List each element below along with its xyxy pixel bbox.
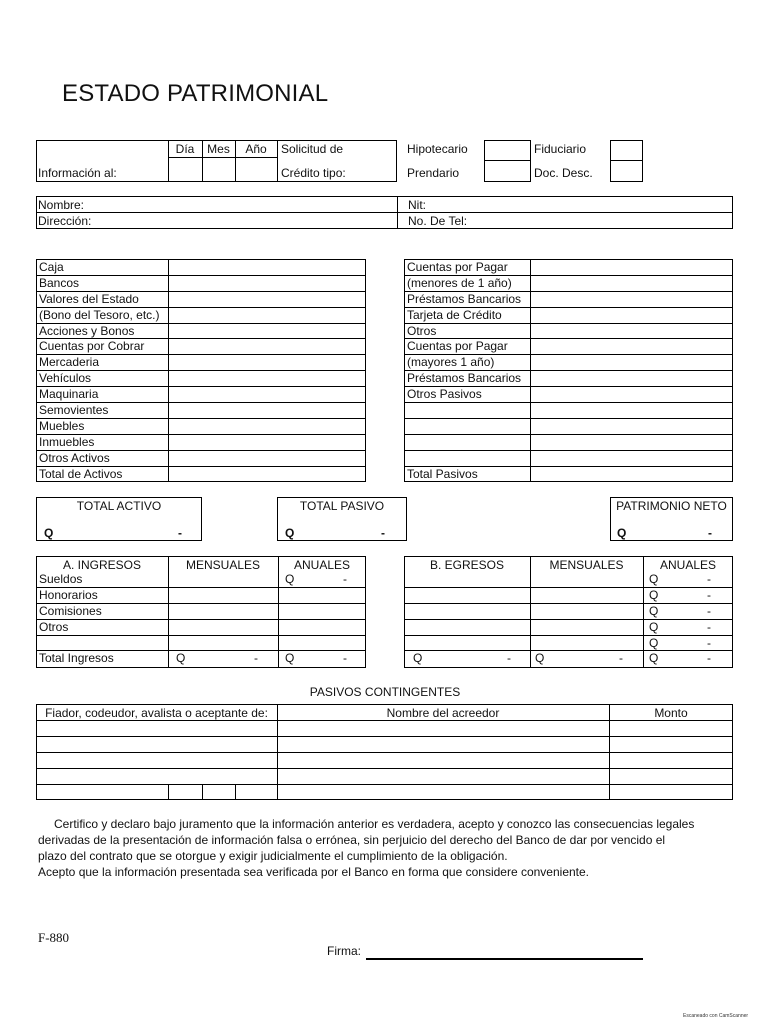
expense-yearly-dash: - — [707, 635, 711, 650]
expense-yearly-header: ANUALES — [659, 558, 717, 572]
asset-row — [37, 292, 365, 308]
income-yearly-total-currency[interactable]: Q — [285, 651, 295, 666]
certification-line-2: derivadas de la presentación de información falsa o errónea, sin perjuicio del derecho del Banco de dar por vencido el — [38, 833, 666, 847]
asset-row — [37, 387, 365, 403]
asset-row-label: Mercaderia — [39, 355, 100, 370]
expense-total-currency[interactable]: Q — [413, 651, 423, 666]
expense-list — [405, 572, 732, 667]
page-title: ESTADO PATRIMONIAL — [62, 80, 329, 107]
asset-row-label: (Bono del Tesoro, etc.) — [39, 307, 160, 322]
asset-row — [37, 324, 365, 340]
asset-row — [37, 260, 365, 276]
total-activo-label: TOTAL ACTIVO — [76, 499, 162, 513]
hipotecario-checkbox[interactable] — [484, 140, 531, 161]
liability-row — [405, 403, 732, 419]
certification-line-1: Certifico y declaro bajo juramento que la información anterior es verdadera, acepto y conozco las consecuencias legales — [54, 817, 695, 831]
month-label: Mes — [207, 142, 230, 156]
credit-type-label: Crédito tipo: — [281, 166, 346, 180]
prendario-label: Prendario — [407, 166, 460, 180]
prendario-checkbox[interactable] — [484, 160, 531, 182]
income-row — [37, 604, 365, 620]
contingent-col-creditor: Nombre del acreedor — [386, 706, 500, 720]
liability-row — [405, 435, 732, 451]
expense-yearly-currency[interactable]: Q — [649, 572, 659, 586]
liability-row — [405, 355, 732, 371]
income-title: A. INGRESOS — [62, 558, 142, 572]
income-row — [37, 651, 365, 667]
liability-row — [405, 371, 732, 387]
signature-line[interactable] — [366, 958, 643, 960]
liability-row — [405, 339, 732, 355]
total-activo-dash: - — [178, 526, 182, 540]
fiduciario-label: Fiduciario — [534, 142, 587, 156]
asset-row-label: Bancos — [39, 275, 80, 290]
expense-monthly-total-currency[interactable]: Q — [535, 651, 545, 666]
expense-yearly-dash: - — [707, 619, 711, 634]
liability-row-label: Cuentas por Pagar — [407, 260, 508, 274]
total-pasivo-currency: Q — [285, 526, 295, 540]
certification-line-3: plazo del contrato que se otorgue y exigir judicialmente el cumplimiento de la obligación. — [38, 849, 508, 863]
fiduciario-checkbox[interactable] — [610, 140, 643, 161]
liability-row-label: (menores de 1 año) — [407, 275, 512, 290]
certification-text — [38, 816, 738, 880]
asset-row — [37, 467, 365, 483]
expense-yearly-dash: - — [707, 603, 711, 618]
telefono-label: No. De Tel: — [408, 214, 468, 228]
income-row — [37, 636, 365, 652]
credit-request-label: Solicitud de — [281, 142, 344, 156]
signature-label: Firma: — [327, 944, 361, 958]
expense-row — [405, 651, 732, 667]
liability-row-label: Total Pasivos — [407, 466, 478, 481]
asset-row-label: Semovientes — [39, 403, 109, 418]
expense-yearly-currency[interactable]: Q — [649, 603, 659, 618]
asset-row — [37, 276, 365, 292]
liability-row-label: Préstamos Bancarios — [407, 291, 522, 306]
asset-row-label: Vehículos — [39, 371, 92, 386]
nombre-label: Nombre: — [38, 198, 85, 212]
expense-yearly-currency[interactable]: Q — [649, 619, 659, 634]
total-activo-currency: Q — [44, 526, 54, 540]
income-row-label: Total Ingresos — [39, 651, 114, 666]
asset-row-label: Maquinaria — [39, 387, 99, 402]
total-pasivo-label: TOTAL PASIVO — [299, 499, 385, 513]
liability-row-label: Préstamos Bancarios — [407, 371, 522, 386]
expense-yearly-dash: - — [707, 572, 711, 586]
income-yearly-total-dash: - — [343, 651, 347, 666]
asset-row-label: Otros Activos — [39, 450, 110, 465]
contingent-col-guarantor: Fiador, codeudor, avalista o aceptante de: — [45, 706, 268, 720]
contingent-col-amount: Monto — [654, 706, 688, 720]
nit-label: Nit: — [408, 198, 426, 212]
liability-row — [405, 292, 732, 308]
expense-row — [405, 588, 732, 604]
asset-row-label: Total de Activos — [39, 466, 123, 481]
income-row — [37, 588, 365, 604]
income-row — [37, 620, 365, 636]
liability-row — [405, 419, 732, 435]
contingent-title: PASIVOS CONTINGENTES — [309, 685, 461, 699]
liabilities-list — [405, 260, 732, 482]
day-label: Día — [175, 142, 195, 156]
asset-row — [37, 339, 365, 355]
day-field[interactable] — [169, 158, 202, 181]
expense-row — [405, 572, 732, 588]
expense-yearly-dash: - — [707, 587, 711, 602]
income-yearly-header: ANUALES — [293, 558, 351, 572]
doc-desc-label: Doc. Desc. — [534, 166, 593, 180]
liability-row — [405, 260, 732, 276]
liability-row — [405, 467, 732, 483]
asset-row-label: Inmuebles — [39, 434, 95, 449]
asset-row — [37, 403, 365, 419]
expense-monthly-header: MENSUALES — [549, 558, 624, 572]
expense-row — [405, 636, 732, 652]
asset-row — [37, 355, 365, 371]
income-row-label: Otros — [39, 619, 69, 634]
asset-row-label: Caja — [39, 260, 64, 274]
expense-yearly-currency[interactable]: Q — [649, 651, 659, 666]
scanner-watermark: Escaneado con CamScanner — [683, 1013, 749, 1019]
income-list — [37, 572, 365, 667]
patrimonio-neto-label: PATRIMONIO NETO — [616, 499, 727, 513]
expense-yearly-currency[interactable]: Q — [649, 635, 659, 650]
liability-row — [405, 276, 732, 292]
year-label: Año — [245, 142, 267, 156]
expense-total-dash: - — [507, 651, 511, 666]
liability-row — [405, 308, 732, 324]
liability-row-label: Cuentas por Pagar — [407, 339, 508, 354]
expense-title: B. EGRESOS — [429, 558, 505, 572]
income-monthly-total-dash: - — [254, 651, 258, 666]
certification-line-4: Acepto que la información presentada sea verificada por el Banco en forma que considere conveniente. — [38, 865, 590, 879]
hipotecario-label: Hipotecario — [407, 142, 468, 156]
asset-row-label: Acciones y Bonos — [39, 323, 135, 338]
expense-row — [405, 604, 732, 620]
income-row-label: Honorarios — [39, 587, 98, 602]
asset-row — [37, 371, 365, 387]
patrimonio-neto-currency: Q — [617, 526, 627, 540]
liability-row-label: Otros — [407, 323, 437, 338]
income-row — [37, 572, 365, 588]
month-field[interactable] — [203, 158, 235, 181]
liability-row — [405, 387, 732, 403]
income-row-label: Comisiones — [39, 603, 102, 618]
income-yearly-currency[interactable]: Q — [285, 572, 295, 586]
patrimonio-neto-dash: - — [708, 526, 712, 540]
asset-row — [37, 435, 365, 451]
expense-yearly-dash: - — [707, 651, 711, 666]
liability-row-label: (mayores 1 año) — [407, 355, 495, 370]
doc-desc-checkbox[interactable] — [610, 160, 643, 182]
direccion-label: Dirección: — [38, 214, 92, 228]
expense-yearly-currency[interactable]: Q — [649, 587, 659, 602]
asset-row — [37, 419, 365, 435]
expense-monthly-total-dash: - — [619, 651, 623, 666]
expense-row — [405, 620, 732, 636]
asset-row-label: Cuentas por Cobrar — [39, 339, 145, 354]
income-monthly-total-currency[interactable]: Q — [176, 651, 186, 666]
asset-row-label: Muebles — [39, 418, 85, 433]
liability-row-label: Tarjeta de Crédito — [407, 307, 502, 322]
total-pasivo-dash: - — [381, 526, 385, 540]
form-code: F-880 — [38, 930, 70, 945]
asset-row — [37, 451, 365, 467]
income-row-label: Sueldos — [39, 572, 83, 586]
asset-row-label: Valores del Estado — [39, 291, 139, 306]
info-date-label: Información al: — [38, 166, 117, 180]
year-field[interactable] — [236, 158, 277, 181]
assets-list — [37, 260, 365, 482]
liability-row — [405, 451, 732, 467]
income-monthly-header: MENSUALES — [185, 558, 261, 572]
liability-row — [405, 324, 732, 340]
liability-row-label: Otros Pasivos — [407, 387, 482, 402]
income-yearly-dash: - — [343, 572, 347, 586]
asset-row — [37, 308, 365, 324]
